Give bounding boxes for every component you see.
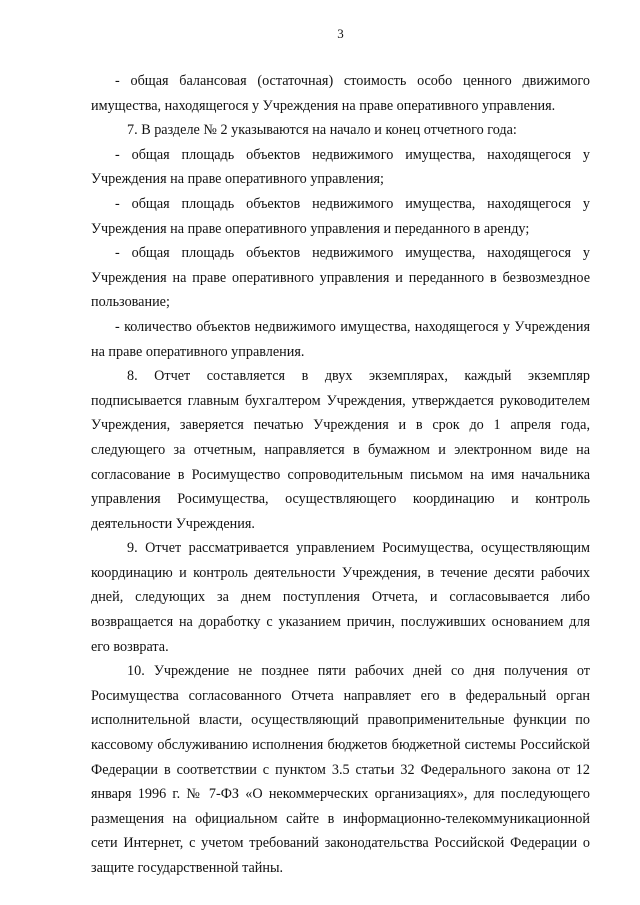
paragraph-bullet-object-count: - количество объектов недвижимого имущества, находящегося у Учреждения на праве оперативного управления. <box>91 318 590 360</box>
paragraph-bullet-movable-property: - общая балансовая (остаточная) стоимость особо ценного движимого имущества, находящегося у Учреждения на праве оперативного управления. <box>91 73 590 114</box>
paragraph-10: 10. Учреждение не позднее пяти рабочих дней со дня получения от Росимущества согласованного Отчета направляет его в федеральный орган исполнительной власти, осуществляющий правоприменительные функции по кассовому обслуживанию исполнения бюджетов бюджетной системы Российской Федерации в соответствии с пунктом 3.5 статьи 32 Федерального закона от 12 января 1996 г. № 7-ФЗ «О некоммерческих организациях», для последующего размещения на официальном сайте в информационно-телекоммуникационной сети Интернет, с учетом требований законодательства Российской Федерации о защите государственной тайны. <box>91 663 590 876</box>
paragraph-bullet-area-free-use: - общая площадь объектов недвижимого имущества, находящегося у Учреждения на праве оперативного управления и переданного в безвозмездное пользование; <box>91 245 590 311</box>
page-number: 3 <box>337 26 344 41</box>
paragraph-bullet-area-lease: - общая площадь объектов недвижимого имущества, находящегося у Учреждения на праве оперативного управления и переданного в аренду; <box>91 195 590 237</box>
paragraph-bullet-area-operational: - общая площадь объектов недвижимого имущества, находящегося у Учреждения на праве оперативного управления; <box>91 146 590 188</box>
paragraph-7: 7. В разделе № 2 указываются на начало и конец отчетного года: <box>127 122 517 139</box>
paragraph-9: 9. Отчет рассматривается управлением Росимущества, осуществляющим координацию и контроль деятельности Учреждения, в течение десяти рабочих дней, следующих за днем поступления Отчета, и согласовывается либо возвращается на доработку с указанием причин, послуживших основанием для его возврата. <box>91 540 590 655</box>
paragraph-8: 8. Отчет составляется в двух экземплярах, каждый экземпляр подписывается главным бухгалтером Учреждения, утверждается руководителем Учреждения, заверяется печатью Учреждения и в срок до 1 апреля года, следующего за отчетным, направляется в бумажном и электронном виде на согласование в Росимущество сопроводительным письмом на имя начальника управления Росимущества, осуществляющего координацию и контроль деятельности Учреждения. <box>91 368 590 532</box>
